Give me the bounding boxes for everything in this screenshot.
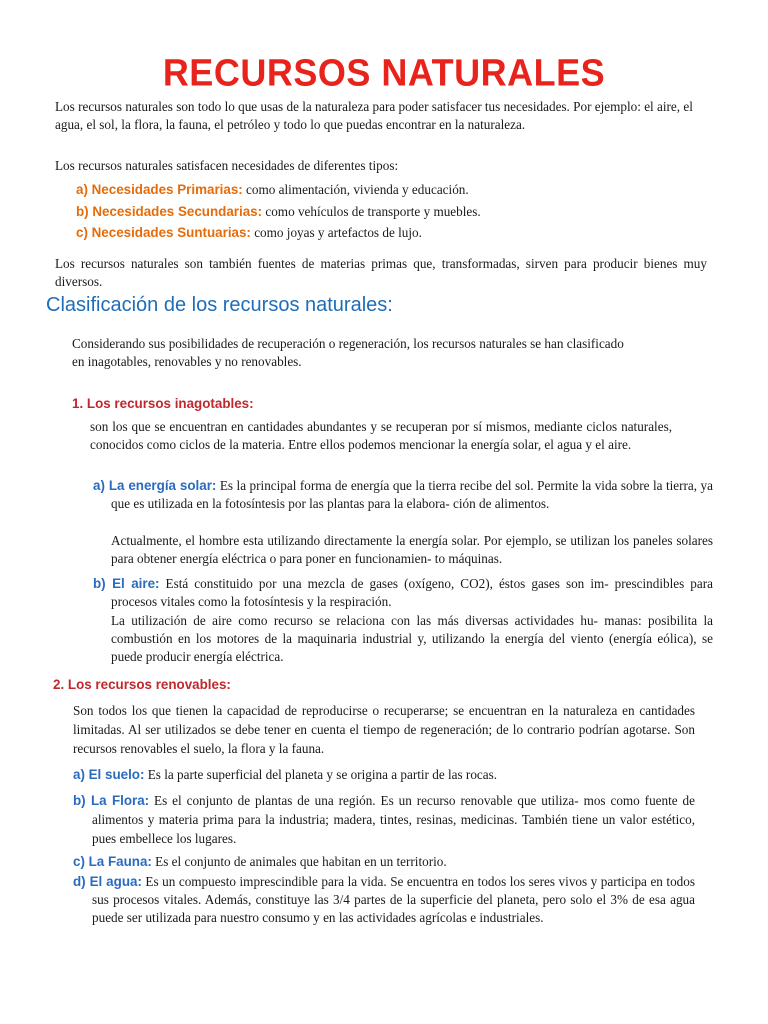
resource-text: Es el conjunto de plantas de una región. Es un recurso renovable que utiliza- mos como fuente de alimentos y materia prima para la industria; madera, tintes, resinas, medicinas. También tiene un valor estético, pues embellece los lugares. [92, 793, 695, 846]
resource-label: a) El suelo: [73, 767, 145, 782]
need-item-primary [76, 181, 716, 199]
need-text: como joyas y artefactos de lujo. [250, 225, 422, 240]
page-title: RECURSOS NATURALES [162, 50, 606, 94]
need-text: como vehículos de transporte y muebles. [262, 204, 481, 219]
resource-item-air [93, 575, 713, 611]
resource-label: a) La energía solar: [93, 478, 217, 493]
need-label: a) Necesidades Primarias: [76, 182, 243, 197]
resource-text: Es la parte superficial del planeta y se origina a partir de las rocas. [144, 767, 498, 782]
resource-label: b) El aire: [93, 576, 160, 591]
resource-text: Es el conjunto de animales que habitan en un territorio. [151, 854, 447, 869]
resource-item-water [73, 873, 695, 927]
section-inexhaustible-intro: son los que se encuentran en cantidades abundantes y se recuperan por sí mismos, mediante ciclos naturales, conocidos como ciclos de la materia. Entre ellos podemos mencionar la energía solar, el agua y el aire. [90, 419, 672, 452]
classification-intro: Considerando sus posibilidades de recuperación o regeneración, los recursos naturales se han clasificado en inagotables, renovables y no renovables. [72, 336, 624, 369]
need-label: c) Necesidades Suntuarias: [76, 225, 251, 240]
need-label: b) Necesidades Secundarias: [76, 204, 263, 219]
resource-item-soil [73, 766, 695, 784]
section-renewable-heading: 2. Los recursos renovables: [53, 677, 231, 692]
need-item-secondary [76, 203, 716, 221]
resource-item-fauna [73, 853, 695, 871]
intro-paragraph-3: Los recursos naturales son también fuentes de materias primas que, transformadas, sirven para producir bienes muy diversos. [55, 256, 707, 289]
air-extra: La utilización de aire como recurso se relaciona con las más diversas actividades hu- manas: posibilita la combustión en los motores de la maquinaria industrial y, utilizando la energía del viento (energía eólica), se puede producir energía eléctrica. [111, 613, 713, 664]
need-text: como alimentación, vivienda y educación. [242, 182, 469, 197]
intro-paragraph-2: Los recursos naturales satisfacen necesidades de diferentes tipos: [55, 158, 399, 173]
resource-label: b) La Flora: [73, 793, 150, 808]
resource-item-flora [73, 791, 695, 848]
section-inexhaustible-heading: 1. Los recursos inagotables: [72, 396, 254, 411]
resource-text: Es un compuesto imprescindible para la vida. Se encuentra en todos los seres vivos y participa en todos sus procesos vitales. Además, constituye las 3/4 partes de la superficie del planeta, pero solo el 3% de esa agua puede ser utilizada para nuestro consumo y en las actividades agrícolas e industriales. [92, 874, 695, 925]
resource-item-solar-energy [93, 477, 713, 513]
need-item-sumptuary [76, 224, 716, 242]
resource-label: c) La Fauna: [73, 854, 152, 869]
solar-energy-extra: Actualmente, el hombre esta utilizando directamente la energía solar. Por ejemplo, se utilizan los paneles solares para obtener energía eléctrica o para poner en funcionamien- to máquinas. [111, 533, 713, 566]
resource-label: d) El agua: [73, 874, 142, 889]
classification-heading: Clasificación de los recursos naturales: [46, 294, 393, 316]
resource-text: Es la principal forma de energía que la tierra recibe del sol. Permite la vida sobre la tierra, ya que es utilizada en la fotosíntesis por las plantas para la elabora- ción de alimentos. [111, 478, 713, 511]
intro-paragraph-1: Los recursos naturales son todo lo que usas de la naturaleza para poder satisfacer tus necesidades. Por ejemplo: el aire, el agua, el sol, la flora, la fauna, el petróleo y todo lo que puedas encontrar en la naturaleza. [55, 99, 693, 132]
section-renewable-intro: Son todos los que tienen la capacidad de reproducirse o recuperarse; se encuentran en la naturaleza en cantidades limitadas. Al ser utilizados se debe tener en cuenta el tiempo de regeneración; de lo contrario podrían agotarse. Son recursos renovables el suelo, la flora y la fauna. [73, 703, 695, 756]
resource-text: Está constituido por una mezcla de gases (oxígeno, CO2), éstos gases son im- prescindibles para procesos vitales como la fotosíntesis y la respiración. [111, 576, 713, 609]
